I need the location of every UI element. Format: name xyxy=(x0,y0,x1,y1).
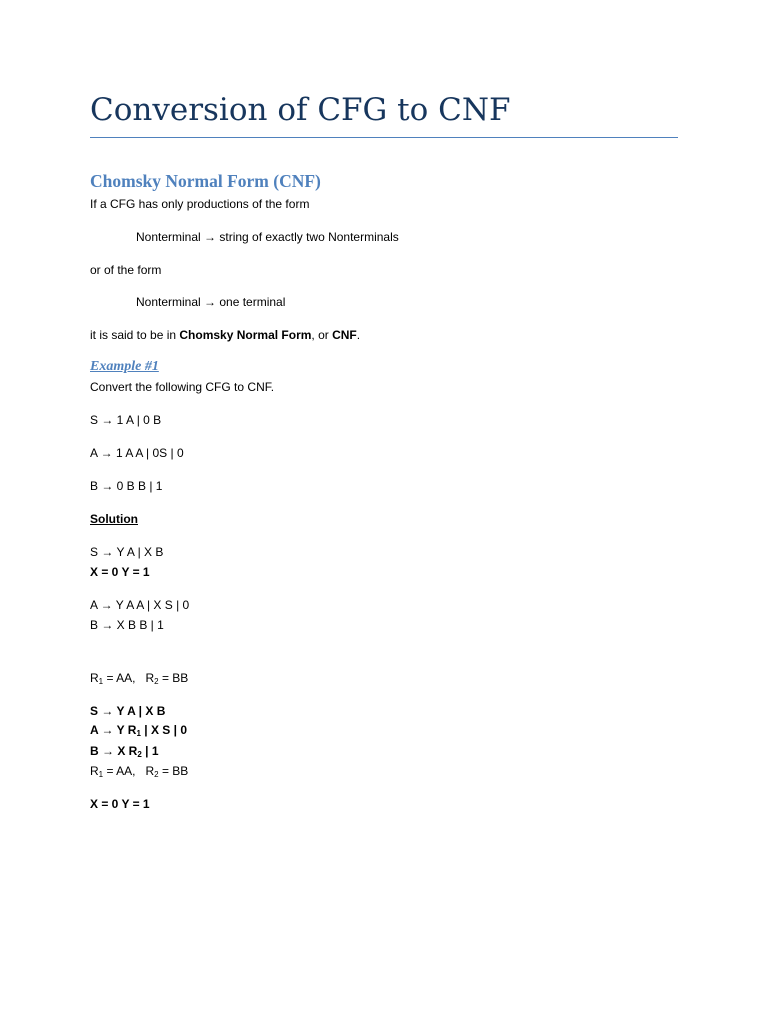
example-heading: Example #1 xyxy=(90,359,159,374)
r-definitions-repeat xyxy=(90,763,188,783)
r2-subscript-repeat: 2 xyxy=(154,770,159,779)
final-b-post: | 1 xyxy=(141,744,159,758)
final-a-subscript: 1 xyxy=(136,729,141,738)
final-b-rule xyxy=(90,743,159,763)
step2-b-rule: B → X B B | 1 xyxy=(90,618,164,632)
conclusion-cnf-full: Chomsky Normal Form xyxy=(179,328,312,342)
conclusion-post: . xyxy=(356,328,361,342)
or-form-text: or of the form xyxy=(90,263,162,277)
r1-subscript-repeat: 1 xyxy=(98,770,104,779)
r2-eq-repeat: = BB xyxy=(158,764,189,778)
r1-letter-repeat: R xyxy=(90,764,99,778)
step2-a-rule: A → Y A A | X S | 0 xyxy=(90,598,190,612)
grammar-rule-s: S → 1 A | 0 B xyxy=(90,413,162,427)
grammar-rule-b: B → 0 B B | 1 xyxy=(90,479,163,493)
conclusion-cnf-abbr: CNF xyxy=(332,328,357,342)
grammar-rule-a: A → 1 A A | 0S | 0 xyxy=(90,446,184,460)
r2-letter-repeat: R xyxy=(145,764,155,778)
conclusion-text xyxy=(90,327,360,343)
final-b-subscript: 2 xyxy=(137,750,142,759)
rule-two-nonterminals: Nonterminal → string of exactly two Nonterminals xyxy=(136,230,399,244)
r1-eq-repeat: = AA, xyxy=(103,764,136,778)
final-a-rule xyxy=(90,722,187,742)
intro-text: If a CFG has only productions of the form xyxy=(90,197,310,211)
final-a-post: | X S | 0 xyxy=(140,723,187,737)
section-heading: Chomsky Normal Form (CNF) xyxy=(90,171,321,191)
r1-subscript: 1 xyxy=(98,677,104,686)
step1-xy-defs: X = 0 Y = 1 xyxy=(90,565,150,579)
title-underline xyxy=(90,137,678,138)
document-title: Conversion of CFG to CNF xyxy=(90,92,511,128)
step1-s-rule: S → Y A | X B xyxy=(90,545,164,559)
solution-label: Solution xyxy=(90,512,138,526)
final-s-rule: S → Y A | X B xyxy=(90,704,166,718)
r2-subscript: 2 xyxy=(154,677,159,686)
r2-eq: = BB xyxy=(158,671,189,685)
rule-one-terminal: Nonterminal → one terminal xyxy=(136,295,286,309)
r1-eq: = AA, xyxy=(103,671,136,685)
final-b-pre: B → X R xyxy=(90,744,138,758)
r1-letter: R xyxy=(90,671,99,685)
final-a-pre: A → Y R xyxy=(90,723,137,737)
example-prompt: Convert the following CFG to CNF. xyxy=(90,380,275,394)
final-xy-defs: X = 0 Y = 1 xyxy=(90,797,150,811)
r2-letter: R xyxy=(145,671,155,685)
conclusion-pre: it is said to be in xyxy=(90,328,180,342)
conclusion-mid: , or xyxy=(311,328,333,342)
r-definitions xyxy=(90,670,188,690)
